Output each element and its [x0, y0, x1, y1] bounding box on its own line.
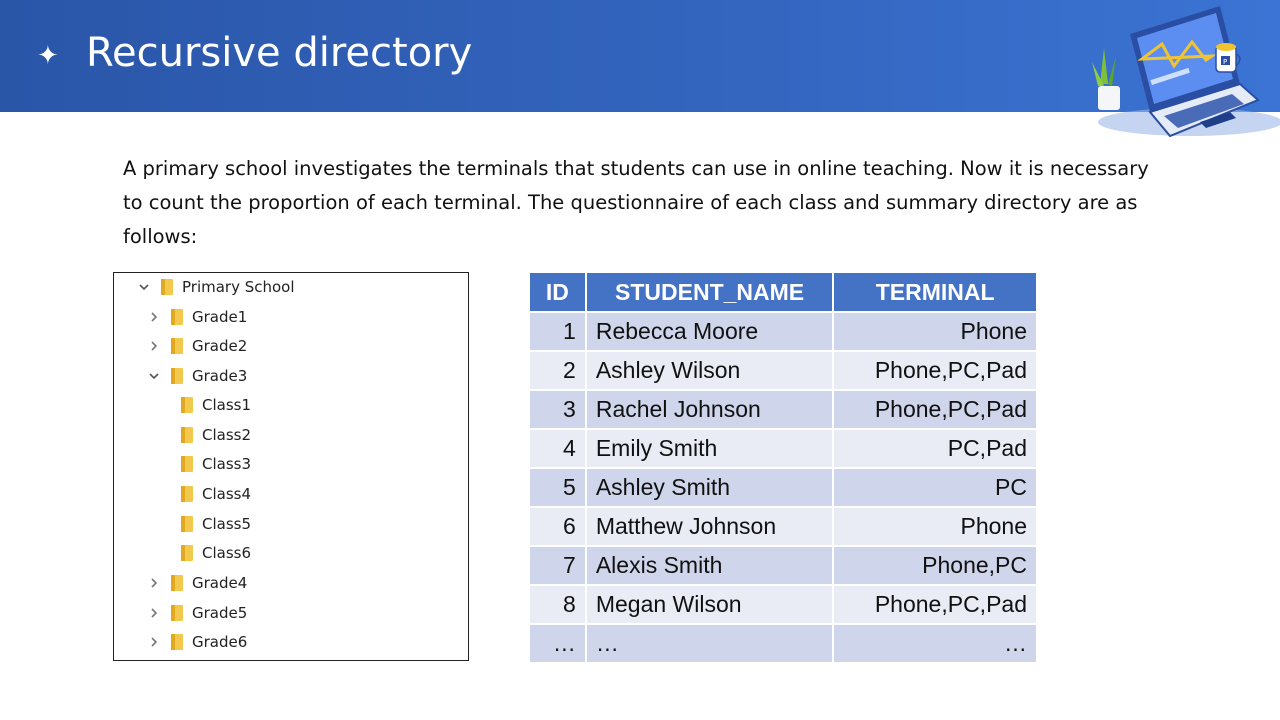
- tree-item-label: Class1: [202, 396, 252, 414]
- cell-id: 7: [530, 546, 586, 585]
- chevron-right-icon[interactable]: [144, 336, 164, 356]
- chevron-right-icon[interactable]: [144, 603, 164, 623]
- column-header-id: ID: [530, 273, 586, 312]
- tree-item-label: Primary School: [182, 278, 295, 296]
- tree-item-grade4[interactable]: [144, 571, 247, 595]
- folder-icon: [180, 544, 194, 562]
- folder-icon: [170, 604, 184, 622]
- tree-item-class4[interactable]: [180, 482, 251, 506]
- cell-terminal: PC,Pad: [833, 429, 1037, 468]
- cell-student-name: Alexis Smith: [586, 546, 833, 585]
- column-header-terminal: TERMINAL: [833, 273, 1037, 312]
- cell-terminal: Phone,PC,Pad: [833, 390, 1037, 429]
- table-row: [530, 468, 1037, 507]
- chevron-right-icon[interactable]: [144, 632, 164, 652]
- tree-item-label: Class5: [202, 515, 252, 533]
- folder-icon: [180, 455, 194, 473]
- tree-item-grade5[interactable]: [144, 601, 247, 625]
- star-bullet-icon: ✦: [37, 40, 59, 70]
- cell-terminal: PC: [833, 468, 1037, 507]
- tree-item-label: Class2: [202, 426, 252, 444]
- tree-item-label: Grade6: [192, 633, 248, 651]
- tree-item-class3[interactable]: [180, 452, 251, 476]
- cell-student-name: Matthew Johnson: [586, 507, 833, 546]
- page-title: Recursive directory: [86, 30, 473, 76]
- cell-student-name: Emily Smith: [586, 429, 833, 468]
- column-header-student-name: STUDENT_NAME: [586, 273, 833, 312]
- tree-item-label: Class6: [202, 544, 252, 562]
- cell-terminal: Phone,PC: [833, 546, 1037, 585]
- tree-item-label: Grade2: [192, 337, 248, 355]
- table-row: [530, 546, 1037, 585]
- chevron-down-icon[interactable]: [134, 277, 154, 297]
- cell-student-name: Ashley Smith: [586, 468, 833, 507]
- folder-icon: [170, 633, 184, 651]
- laptop-illustration-icon: [1080, 4, 1280, 144]
- table-row: [530, 390, 1037, 429]
- cell-id: 5: [530, 468, 586, 507]
- table-row: [530, 585, 1037, 624]
- cell-id: 1: [530, 312, 586, 351]
- folder-icon: [170, 574, 184, 592]
- tree-item-class2[interactable]: [180, 423, 251, 447]
- folder-icon: [160, 278, 174, 296]
- table-row: [530, 624, 1037, 662]
- tree-item-grade6[interactable]: [144, 630, 247, 654]
- chevron-right-icon[interactable]: [144, 307, 164, 327]
- folder-icon: [170, 308, 184, 326]
- table-header-row: [530, 273, 1037, 312]
- tree-item-root[interactable]: [134, 275, 295, 299]
- chevron-down-icon[interactable]: [144, 366, 164, 386]
- tree-item-class1[interactable]: [180, 393, 251, 417]
- cell-id: 3: [530, 390, 586, 429]
- cell-student-name: Rachel Johnson: [586, 390, 833, 429]
- folder-icon: [180, 485, 194, 503]
- tree-item-label: Class4: [202, 485, 252, 503]
- folder-icon: [180, 396, 194, 414]
- cell-terminal: Phone: [833, 507, 1037, 546]
- table-row: [530, 507, 1037, 546]
- tree-item-class5[interactable]: [180, 512, 251, 536]
- tree-item-label: Grade1: [192, 308, 248, 326]
- tree-item-grade3[interactable]: [144, 364, 247, 388]
- cell-id: 6: [530, 507, 586, 546]
- table-row: [530, 429, 1037, 468]
- cell-terminal: Phone,PC,Pad: [833, 585, 1037, 624]
- cell-student-name: Rebecca Moore: [586, 312, 833, 351]
- chevron-right-icon[interactable]: [144, 573, 164, 593]
- cell-id: …: [530, 624, 586, 662]
- cell-terminal: …: [833, 624, 1037, 662]
- table-row: [530, 351, 1037, 390]
- svg-text:P: P: [1223, 58, 1228, 66]
- tree-item-label: Grade4: [192, 574, 248, 592]
- tree-item-class6[interactable]: [180, 541, 251, 565]
- cell-student-name: Ashley Wilson: [586, 351, 833, 390]
- cell-student-name: Megan Wilson: [586, 585, 833, 624]
- student-terminal-table: [530, 273, 1038, 662]
- cell-id: 2: [530, 351, 586, 390]
- table-row: [530, 312, 1037, 351]
- cell-terminal: Phone,PC,Pad: [833, 351, 1037, 390]
- cell-terminal: Phone: [833, 312, 1037, 351]
- folder-icon: [180, 426, 194, 444]
- directory-tree: [113, 272, 469, 661]
- tree-item-label: Grade3: [192, 367, 248, 385]
- cell-id: 8: [530, 585, 586, 624]
- folder-icon: [180, 515, 194, 533]
- folder-icon: [170, 367, 184, 385]
- description-text: A primary school investigates the terminals that students can use in online teaching. Now it is necessary to count the proportion of each terminal. The questionnaire of each class and summary directory are as follows:: [123, 157, 1149, 248]
- tree-item-grade2[interactable]: [144, 334, 247, 358]
- cell-id: 4: [530, 429, 586, 468]
- tree-item-grade1[interactable]: [144, 305, 247, 329]
- tree-item-label: Grade5: [192, 604, 248, 622]
- tree-item-label: Class3: [202, 455, 252, 473]
- cell-student-name: …: [586, 624, 833, 662]
- folder-icon: [170, 337, 184, 355]
